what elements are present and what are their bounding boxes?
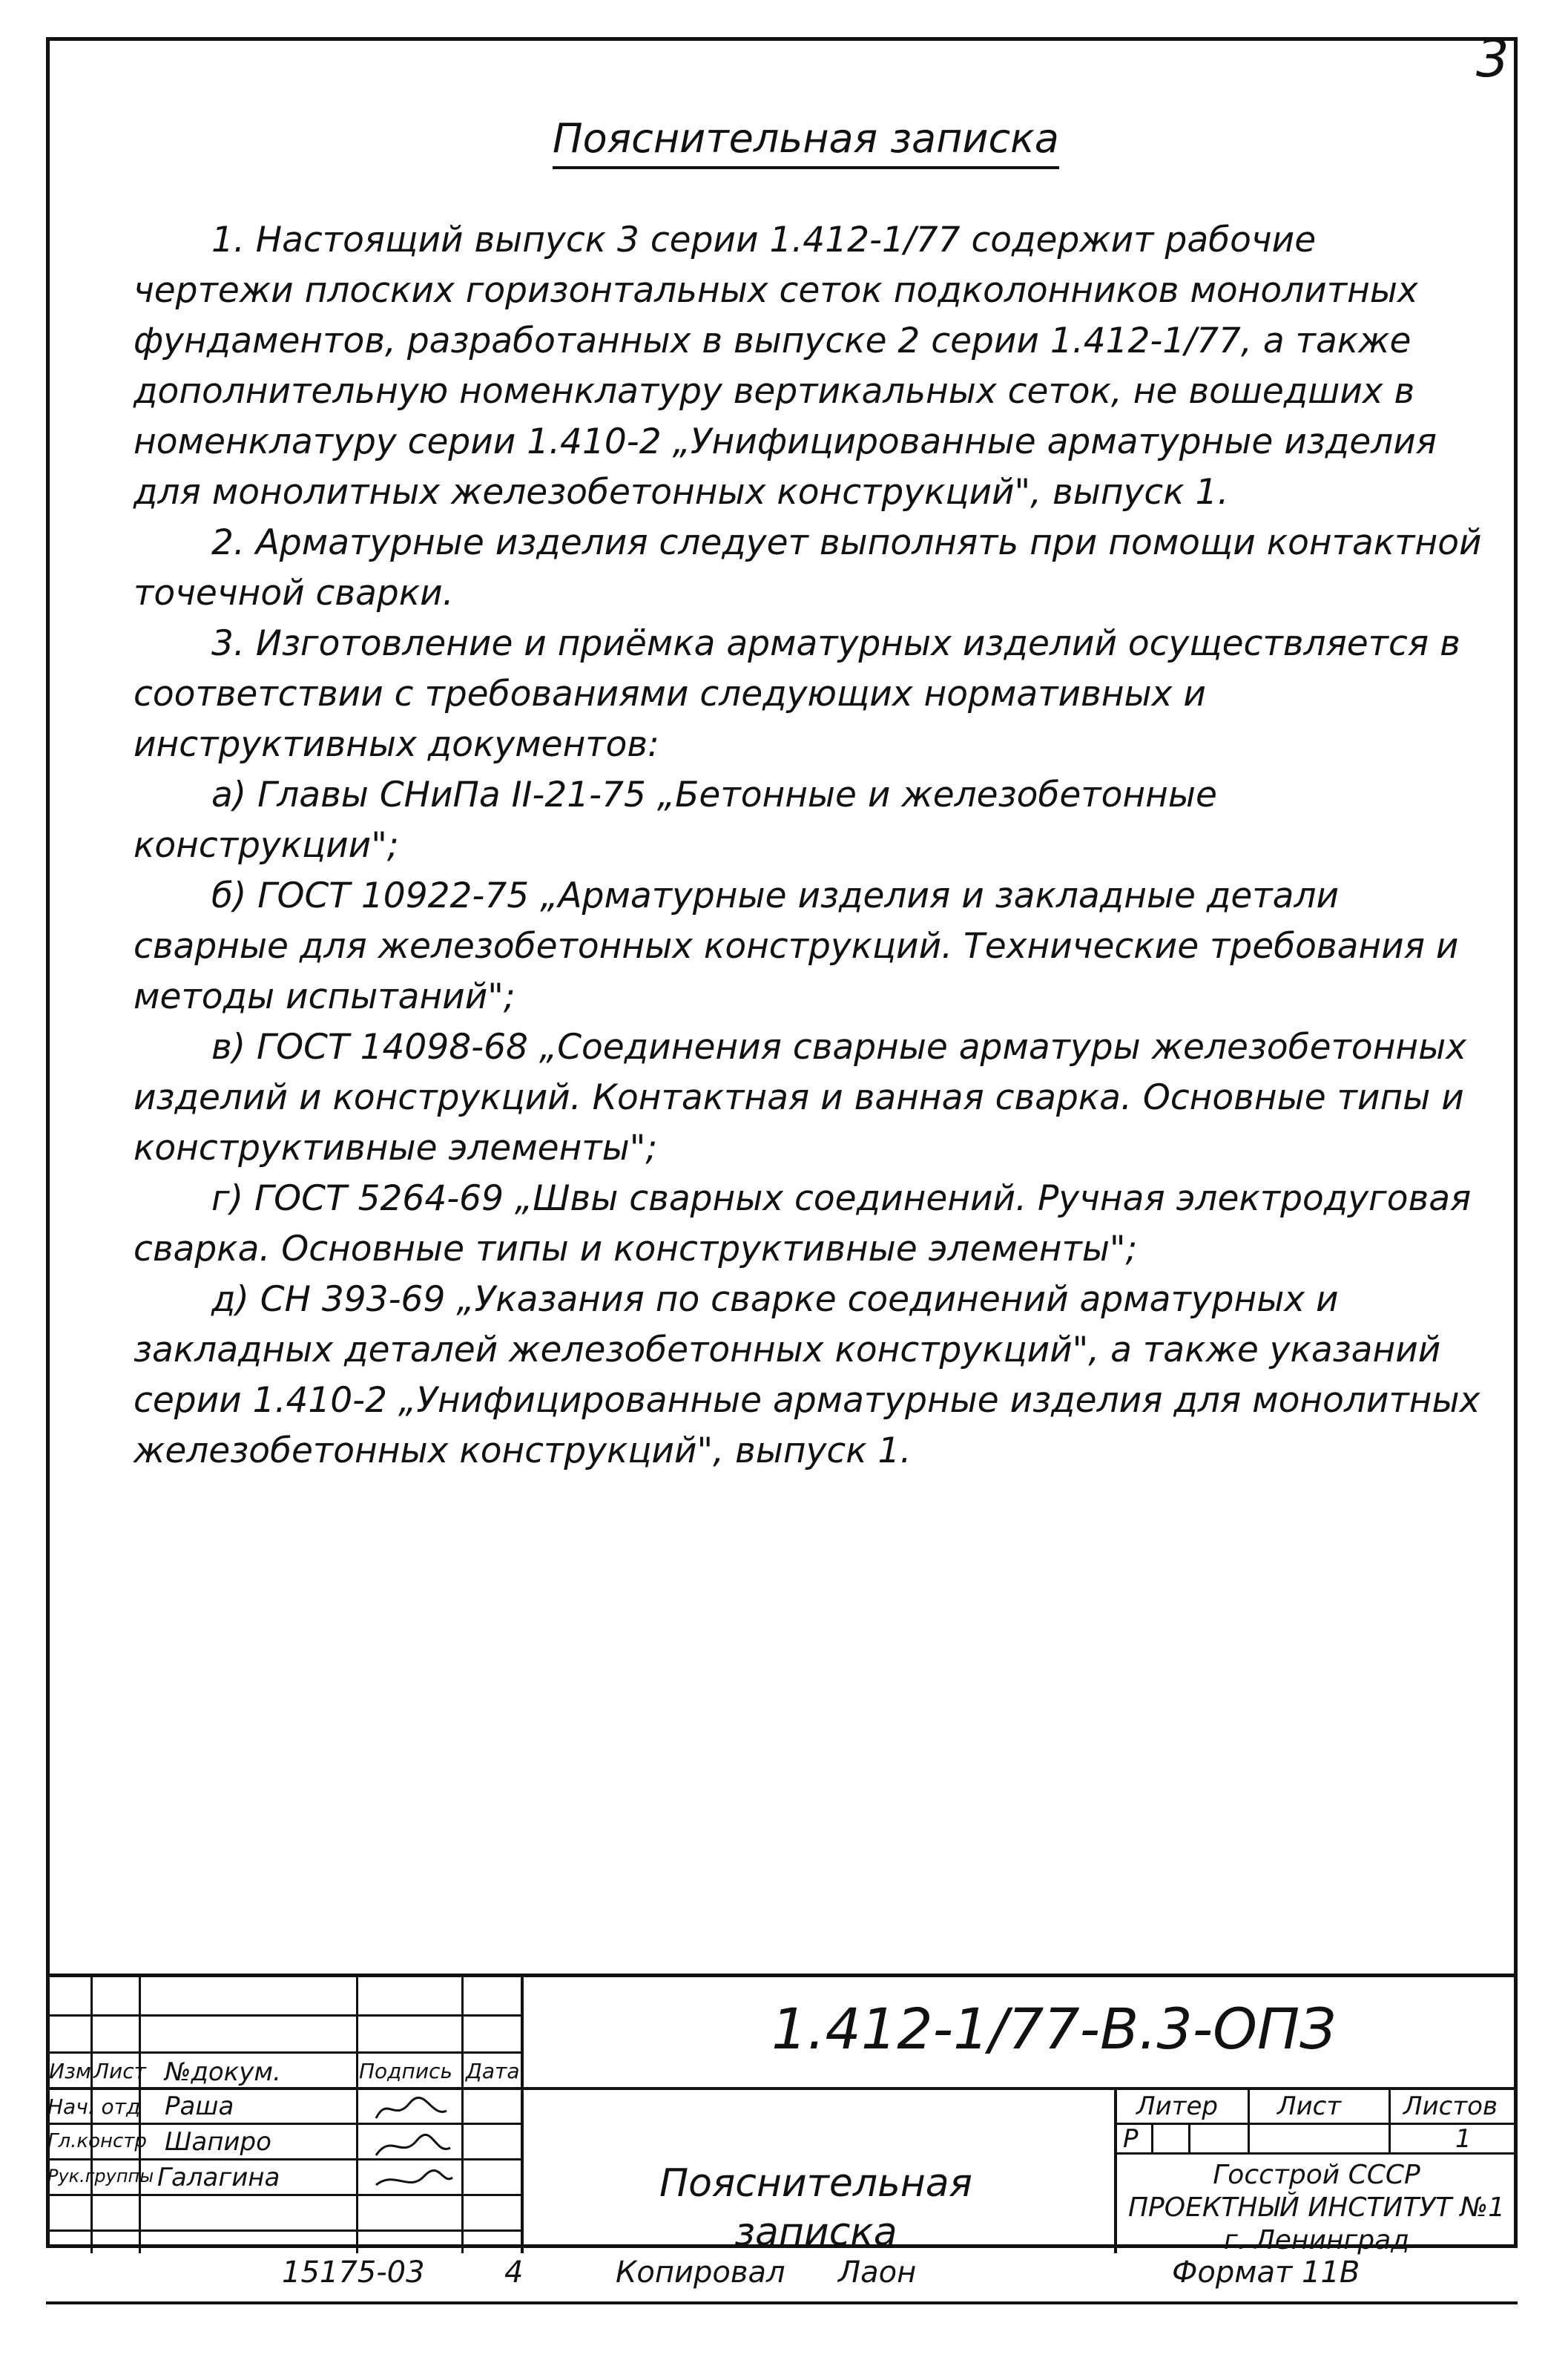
copied-label: Копировал bbox=[616, 2255, 785, 2290]
list-item-b: б) ГОСТ 10922-75 „Арматурные изделия и закладные детали сварные для железобетонных конструкций. Технические требования и методы испытаний"; bbox=[134, 875, 1459, 1017]
signatures bbox=[372, 2089, 454, 2192]
paragraph-2: 2. Арматурные изделия следует выполнять при помощи контактной точечной сварки. bbox=[134, 522, 1482, 614]
list-item-a: а) Главы СНиПа II-21-75 „Бетонные и железобетонные конструкции"; bbox=[134, 775, 1217, 866]
format-label: Формат 11В bbox=[1172, 2255, 1360, 2290]
grid-line bbox=[461, 1977, 464, 2253]
header-izm: Изм bbox=[49, 2059, 91, 2083]
grid-line bbox=[521, 1977, 524, 2253]
grid-line bbox=[46, 2051, 521, 2054]
grid-line bbox=[46, 2194, 521, 2196]
liter-value: Р bbox=[1123, 2124, 1139, 2154]
paragraph-1: 1. Настоящий выпуск 3 серии 1.412-1/77 содержит рабочие чертежи плоских горизонтальных сеток подколонников монолитных фундаментов, разработанных в выпуске 2 серии 1.412-1/77, а также дополнительную номенклатуру вертикальных сеток, не вошедших в номенклатуру серии 1.410-2 „Унифицированные арматурные изделия для монолитных железобетонных конструкций", выпуск 1. bbox=[134, 220, 1437, 513]
organization bbox=[1116, 2159, 1517, 2257]
row-role-2: Гл.констр bbox=[47, 2130, 147, 2152]
org-line-1: Госстрой СССР bbox=[1213, 2160, 1420, 2190]
grid-line bbox=[1188, 2123, 1190, 2154]
grid-line bbox=[1248, 2087, 1250, 2154]
page-title: Пояснительная записка bbox=[553, 115, 1059, 169]
sheet-number: 4 bbox=[504, 2255, 524, 2290]
sheets-label: Листов bbox=[1403, 2091, 1498, 2121]
bottom-rule bbox=[46, 2301, 1518, 2304]
paragraph-3: 3. Изготовление и приёмка арматурных изделий осуществляется в соответствии с требованиями следующих нормативных и инструктивных документов: bbox=[134, 623, 1460, 765]
grid-line bbox=[1151, 2123, 1153, 2154]
header-date: Дата bbox=[466, 2059, 520, 2083]
list-item-v: в) ГОСТ 14098-68 „Соединения сварные арматуры железобетонных изделий и конструкций. Контактная и ванная сварка. Основные типы и конструктивные элементы"; bbox=[134, 1027, 1467, 1169]
sheets-value: 1 bbox=[1455, 2124, 1472, 2154]
org-line-3: г. Ленинград bbox=[1223, 2225, 1410, 2255]
sheet-label: Лист bbox=[1277, 2091, 1342, 2121]
row-name-2: Шапиро bbox=[165, 2127, 271, 2157]
header-sign: Подпись bbox=[359, 2059, 452, 2083]
list-item-d: д) СН 393-69 „Указания по сварке соединений арматурных и закладных деталей железобетонных конструкций", а также указаний серии 1.410-2 „Унифицированные арматурные изделия для монолитных железобетонных конструкций", выпуск 1. bbox=[134, 1279, 1480, 1471]
row-role-3: Рук.группы bbox=[47, 2166, 154, 2186]
header-list: Лист bbox=[93, 2059, 146, 2083]
liter-label: Литер bbox=[1136, 2091, 1218, 2121]
grid-line bbox=[356, 1977, 358, 2253]
grid-line bbox=[46, 2087, 1518, 2090]
header-doc: №докум. bbox=[165, 2057, 281, 2087]
document-code: 1.412-1/77-В.3-ОПЗ bbox=[771, 1996, 1336, 2062]
row-role-1: Нач. отд bbox=[47, 2094, 141, 2119]
body-text bbox=[134, 215, 1483, 1476]
list-item-g: г) ГОСТ 5264-69 „Швы сварных соединений. Ручная электродуговая сварка. Основные типы и конструктивные элементы"; bbox=[134, 1178, 1472, 1269]
grid-line bbox=[1389, 2087, 1391, 2154]
page-number: 3 bbox=[1476, 28, 1509, 89]
copier-name: Лаон bbox=[838, 2255, 917, 2290]
grid-line bbox=[46, 2229, 521, 2232]
org-line-2: ПРОЕКТНЫЙ ИНСТИТУТ №1 bbox=[1127, 2192, 1506, 2223]
row-name-3: Галагина bbox=[157, 2163, 280, 2192]
grid-line bbox=[46, 2014, 521, 2017]
document-title: Пояснительная записка bbox=[659, 2161, 972, 2255]
inventory-number: 15175-03 bbox=[282, 2255, 425, 2290]
row-name-1: Раша bbox=[165, 2091, 234, 2121]
